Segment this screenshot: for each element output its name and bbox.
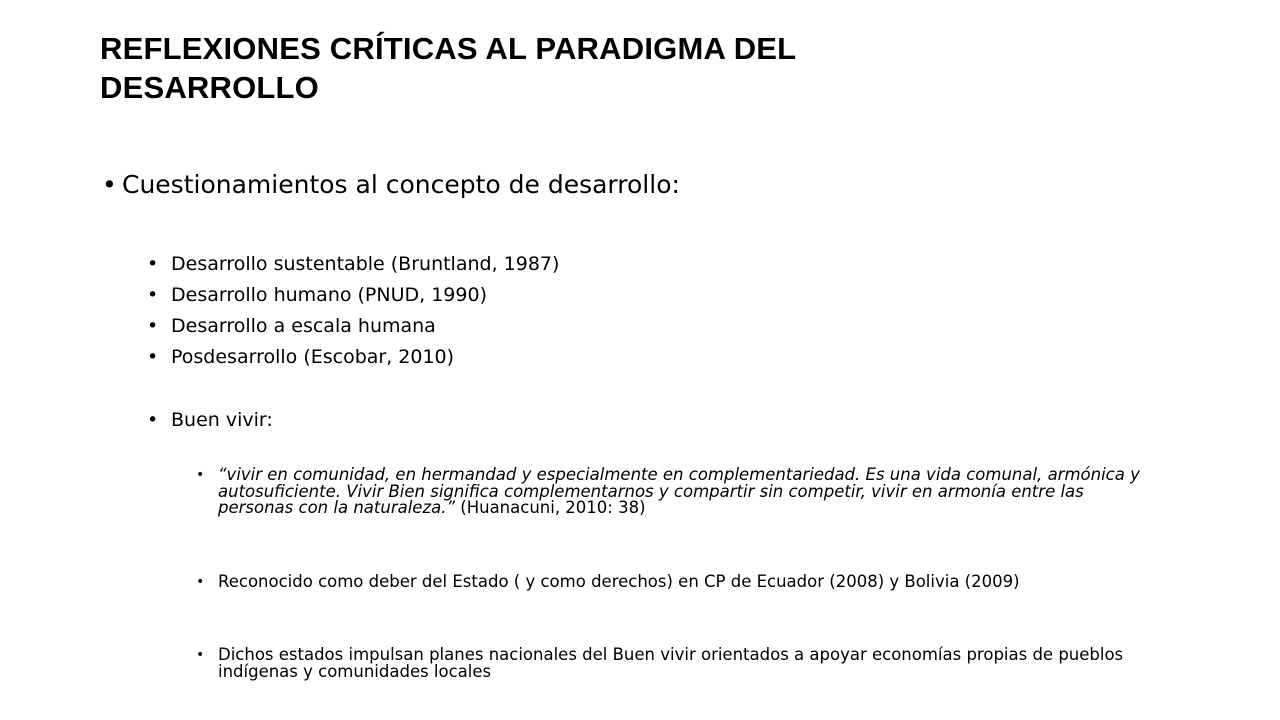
bullet-dot: • — [196, 647, 205, 663]
citation-text: (Huanacuni, 2010: 38) — [455, 498, 646, 517]
bullet-reconocido — [196, 574, 1156, 591]
bullet-dot: • — [196, 574, 205, 590]
bullet-planes-nacionales — [196, 647, 1156, 680]
bullet-desarrollo-humano — [147, 284, 487, 307]
bullet-dot: • — [102, 170, 117, 199]
bullet-dot: • — [196, 467, 205, 483]
bullet-dot: • — [147, 409, 159, 431]
bullet-text: Desarrollo humano (PNUD, 1990) — [171, 284, 487, 306]
bullet-dot: • — [147, 253, 159, 275]
bullet-desarrollo-sustentable — [147, 253, 559, 276]
bullet-text: Posdesarrollo (Escobar, 2010) — [171, 346, 455, 368]
bullet-text: Reconocido como deber del Estado ( y como derechos) en CP de Ecuador (2008) y Bolivia (2009) — [218, 572, 1020, 591]
slide-title-line-1: REFLEXIONES CRÍTICAS AL PARADIGMA DEL — [100, 31, 797, 66]
bullet-dot: • — [147, 346, 159, 368]
bullet-escala-humana — [147, 315, 436, 338]
slide-title — [100, 30, 1200, 108]
bullet-text: Dichos estados impulsan planes nacionales del Buen vivir orientados a apoyar economías propias de pueblos indígenas y comunidades locales — [218, 645, 1124, 681]
slide-title-line-2: DESARROLLO — [100, 69, 319, 105]
bullet-cita-huanacuni — [196, 467, 1156, 517]
bullet-buen-vivir — [147, 409, 273, 432]
bullet-posdesarrollo — [147, 346, 454, 369]
bullet-text: Buen vivir: — [171, 409, 273, 431]
bullet-dot: • — [147, 315, 159, 337]
quote-text: “vivir en comunidad, en hermandad y especialmente en complementariedad. Es una vida comunal, armónica y autosuficiente. Vivir Bien significa complementarnos y compartir sin competir, vivir en armonía entre las personas con la naturaleza.” — [218, 465, 1140, 517]
bullet-text: Desarrollo sustentable (Bruntland, 1987) — [171, 253, 560, 275]
bullet-text — [218, 467, 1156, 517]
bullet-text: Desarrollo a escala humana — [171, 315, 436, 337]
bullet-text: Cuestionamientos al concepto de desarrollo: — [122, 170, 680, 199]
bullet-cuestionamientos — [102, 170, 680, 200]
bullet-dot: • — [147, 284, 159, 306]
